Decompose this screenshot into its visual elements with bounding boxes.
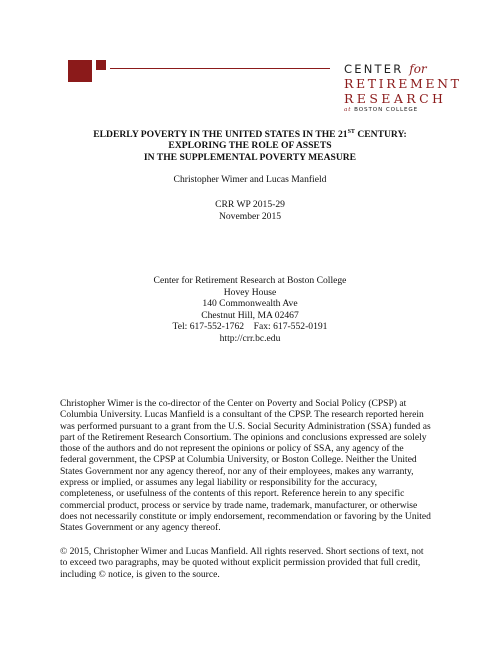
copyright-line: including © notice, is given to the source. (60, 568, 220, 580)
logo-line-center (344, 62, 454, 76)
disclaimer-line: federal government, the CPSP at Columbia University, or Boston College. Neither the United (60, 454, 417, 466)
working-paper-date: November 2015 (218, 210, 282, 222)
logo-word-center: CENTER (344, 62, 404, 76)
disclaimer-line: part of the Retirement Research Consortium. The opinions and conclusions expressed are solely (60, 431, 427, 443)
logo-square-large (68, 60, 92, 82)
logo-word-boston-college: BOSTON COLLEGE (354, 107, 419, 113)
logo-line-boston-college (344, 106, 454, 114)
disclaimer-line: express or implied, or assumes any legal liability or responsibility for the accuracy, (60, 477, 377, 489)
address-line: 140 Commonwealth Ave (202, 298, 298, 309)
logo-square-small (96, 60, 106, 70)
disclaimer-line: commercial product, process or service by trade name, trademark, manufacturer, or otherwise (60, 499, 418, 511)
disclaimer-line: does not necessarily constitute or imply endorsement, recommendation or favoring by the United (60, 510, 431, 522)
title-line-3: IN THE SUPPLEMENTAL POVERTY MEASURE (143, 151, 357, 163)
title-line-1-end: CENTURY: (354, 129, 407, 141)
disclaimer-line: Christopher Wimer is the co-director of the Center on Poverty and Social Policy (CPSP) at (60, 398, 407, 409)
address-phone-fax: Tel: 617-552-1762 Fax: 617-552-0191 (172, 321, 328, 332)
authors: Christopher Wimer and Lucas Manfield (173, 174, 327, 185)
logo-word-for: for (409, 62, 427, 76)
working-paper-number: CRR WP 2015-29 (215, 199, 285, 210)
paper-title (40, 127, 460, 163)
copyright-paragraph (60, 546, 452, 580)
working-paper-info (40, 199, 460, 222)
copyright-line: © 2015, Christopher Wimer and Lucas Manfield. All rights reserved. Short sections of text, not (60, 546, 424, 557)
address-line: Hovey House (223, 286, 277, 298)
copyright-line: to exceed two paragraphs, may be quoted without explicit permission provided that full credit, (60, 557, 421, 569)
address-url[interactable]: http://crr.bc.edu (219, 332, 281, 344)
address-line: Chestnut Hill, MA 02467 (201, 309, 299, 321)
disclaimer-line: States Government or any agency thereof. (60, 522, 221, 534)
crr-logo (344, 62, 462, 114)
logo-word-at: at (344, 107, 352, 113)
disclaimer-line: Columbia University. Lucas Manfield is a consultant of the CPSP. The research reported herein (60, 409, 424, 421)
logo-line-research: RESEARCH (344, 91, 447, 106)
disclaimer-line: States Government nor any agency thereof, nor any of their employees, makes any warranty, (60, 465, 414, 477)
title-line-1 (40, 127, 460, 140)
logo-line-retirement: RETIREMENT (344, 76, 462, 91)
title-line-1-text: ELDERLY POVERTY IN THE UNITED STATES IN THE 21 (93, 129, 348, 141)
disclaimer-line: was performed pursuant to a grant from the U.S. Social Security Administration (SSA) funded as (60, 420, 431, 432)
header-rule (110, 68, 330, 69)
disclaimer-line: those of the authors and do not represent the opinions or policy of SSA, any agency of the (60, 443, 404, 455)
address-line: Center for Retirement Research at Boston College (153, 275, 347, 286)
disclaimer-line: completeness, or usefulness of the contents of this report. Reference herein to any specific (60, 488, 405, 500)
title-line-2: EXPLORING THE ROLE OF ASSETS (168, 140, 332, 152)
address-block (40, 275, 460, 344)
title-superscript: ST (347, 129, 355, 135)
disclaimer-paragraph (60, 398, 452, 534)
